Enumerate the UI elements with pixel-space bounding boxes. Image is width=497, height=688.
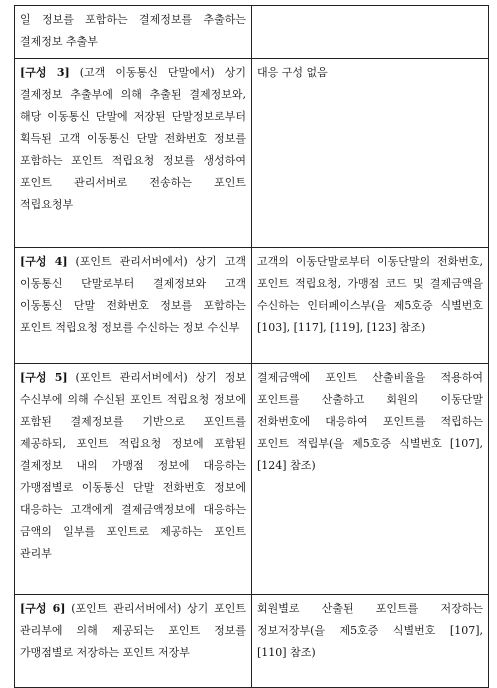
claim-cell bbox=[15, 364, 252, 595]
prior-art-cell: 고객의 이동단말로부터 이동단말의 전화번호, 포인트 적립요청, 가맹점 코드 및 결제금액을 수신하는 인터페이스부(을 제5호증 식별번호 [103], [117], [119], [123] 참조) bbox=[252, 248, 489, 364]
claim-label: [구성 5] bbox=[20, 371, 68, 384]
prior-art-cell: 결제금액에 포인트 산출비율을 적용하여 포인트를 산출하고 회원의 이동단말 전화번호에 대응하여 포인트를 적립하는 포인트 적립부(을 제5호증 식별번호 [107], [124] 참조) bbox=[252, 364, 489, 595]
claim-label: [구성 4] bbox=[20, 255, 68, 268]
claim-text: 일 정보를 포함하는 결제정보를 추출하는 결제정보 추출부 bbox=[20, 13, 246, 48]
claim-cell bbox=[15, 248, 252, 364]
prior-art-cell: 대응 구성 없음 bbox=[252, 59, 489, 248]
prior-art-cell: 회원별로 산출된 포인트를 저장하는 정보저장부(을 제5호증 식별번호 [107], [110] 참조) bbox=[252, 595, 489, 688]
claim-text: (고객 이동통신 단말에서) 상기 결제정보 추출부에 의해 추출된 결제정보와, 해당 이동통신 단말에 저장된 단말정보로부터 획득된 고객 이동통신 단말 전화번호 정보를 포함하는 포인트 적립요청 정보를 생성하여 포인트 관리서버로 전송하는 포인트 적립요청부 bbox=[20, 66, 246, 211]
table-row bbox=[15, 59, 489, 248]
claim-text: (포인트 관리서버에서) 상기 고객 이동통신 단말로부터 결제정보와 고객 이동통신 단말 전화번호 정보를 포함하는 포인트 적립요청 정보를 수신하는 정보 수신부 bbox=[20, 255, 246, 334]
claim-label: [구성 6] bbox=[20, 602, 66, 615]
claim-cell bbox=[15, 59, 252, 248]
claim-cell bbox=[15, 595, 252, 688]
comparison-table bbox=[14, 5, 489, 688]
table-row bbox=[15, 6, 489, 59]
claim-cell bbox=[15, 6, 252, 59]
claim-label: [구성 3] bbox=[20, 66, 70, 79]
table-row bbox=[15, 364, 489, 595]
claim-text: (포인트 관리서버에서) 상기 정보 수신부에 의해 수신된 포인트 적립요청 정보에 포함된 결제정보를 기반으로 포인트를 제공하되, 포인트 적립요청 정보에 포함된 결제정보 내의 가맹점 정보에 대응하는 가맹점별로 이동통신 단말 전화번호 정보에 대응하는 고객에게 결제금액정보에 대응하는 금액의 일부를 포인트로 제공하는 포인트 관리부 bbox=[20, 371, 246, 560]
prior-art-cell bbox=[252, 6, 489, 59]
table-row bbox=[15, 248, 489, 364]
claim-text: (포인트 관리서버에서) 상기 포인트 관리부에 의해 제공되는 포인트 정보를 가맹점별로 저장하는 포인트 저장부 bbox=[20, 602, 246, 659]
table-row bbox=[15, 595, 489, 688]
